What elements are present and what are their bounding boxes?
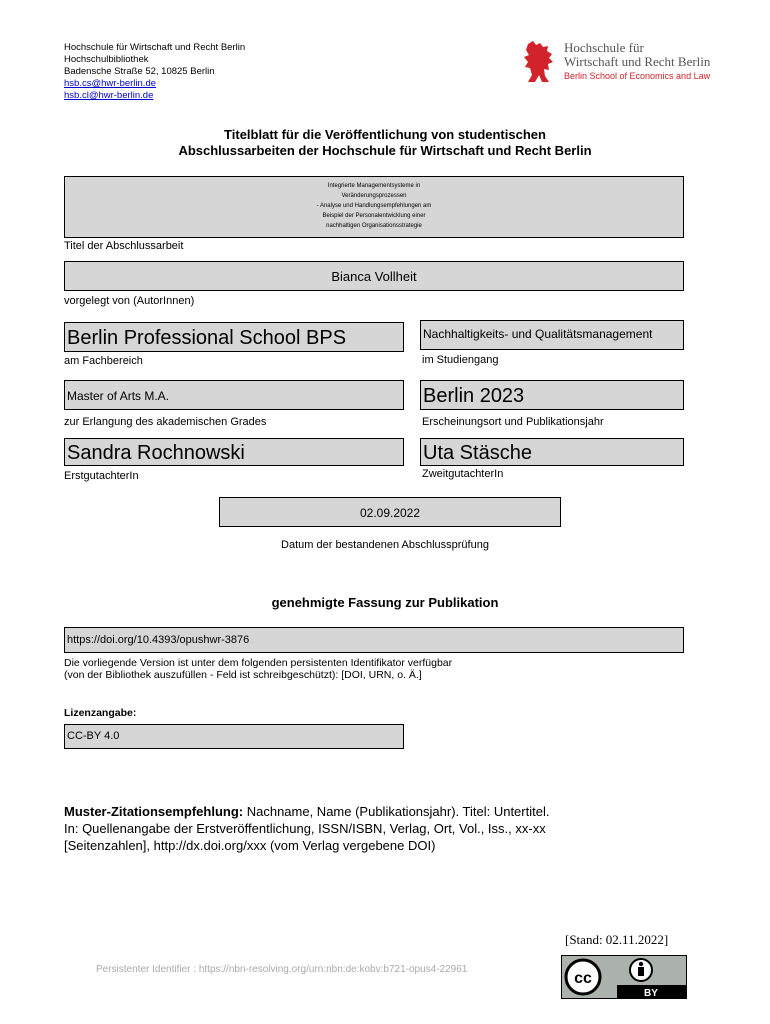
address-line: Badensche Straße 52, 10825 Berlin bbox=[64, 66, 215, 77]
title-line: Titelblatt für die Veröffentlichung von studentischen bbox=[224, 127, 546, 142]
berlin-bear-icon bbox=[522, 40, 556, 84]
second-reviewer-label: ZweitgutachterIn bbox=[422, 468, 504, 480]
doi-note bbox=[64, 657, 452, 681]
stand-date: [Stand: 02.11.2022] bbox=[565, 932, 669, 947]
degree-label: zur Erlangung des akademischen Grades bbox=[64, 416, 267, 428]
hwr-logo bbox=[522, 40, 722, 84]
thesis-title-line: Veränderungsprozessen bbox=[341, 193, 407, 199]
library-address bbox=[64, 42, 245, 102]
exam-date-label: Datum der bestandenen Abschlussprüfung bbox=[281, 539, 489, 551]
doi-note-line: Die vorliegende Version ist unter dem folgenden persistenten Identifikator verfügbar bbox=[64, 657, 453, 669]
citation-line: In: Quellenangabe der Erstveröffentlichung, ISSN/ISBN, Verlag, Ort, Vol., Iss., xx-xx bbox=[64, 821, 546, 836]
logo-line-1: Hochschule für bbox=[564, 40, 644, 55]
thesis-title-line: - Analyse und Handlungsempfehlungen am bbox=[316, 203, 432, 209]
email-link[interactable]: hsb.cs@hwr-berlin.de bbox=[64, 78, 157, 89]
degree-field[interactable]: Master of Arts M.A. bbox=[64, 380, 404, 410]
page-title bbox=[0, 127, 770, 159]
persistent-identifier: Persistenter Identifier : https://nbn-resolving.org/urn:nbn:de:kobv:b721-opus4-22961 bbox=[96, 964, 468, 975]
citation-line: Nachname, Name (Publikationsjahr). Titel: Untertitel. bbox=[243, 804, 550, 819]
publication-heading: genehmigte Fassung zur Publikation bbox=[271, 595, 499, 610]
author-field[interactable]: Bianca Vollheit bbox=[64, 261, 684, 291]
doi-note-line: (von der Bibliothek auszufüllen - Feld ist schreibgeschützt): [DOI, URN, o. Ä.] bbox=[64, 669, 422, 681]
license-field[interactable]: CC-BY 4.0 bbox=[64, 724, 404, 749]
first-reviewer-label: ErstgutachterIn bbox=[64, 470, 139, 482]
faculty-field[interactable]: Berlin Professional School BPS bbox=[64, 322, 404, 352]
exam-date-field[interactable]: 02.09.2022 bbox=[219, 497, 561, 527]
program-label: im Studiengang bbox=[422, 354, 499, 366]
address-line: Hochschulbibliothek bbox=[64, 54, 149, 65]
place-year-label: Erscheinungsort und Publikationsjahr bbox=[422, 416, 604, 428]
doi-field[interactable]: https://doi.org/10.4393/opushwr-3876 bbox=[64, 627, 684, 653]
citation-heading: Muster-Zitationsempfehlung: bbox=[64, 804, 244, 819]
thesis-title-line: Integrierte Managementsysteme in bbox=[327, 183, 421, 189]
place-year-field[interactable]: Berlin 2023 bbox=[420, 380, 684, 410]
thesis-title-label: Titel der Abschlussarbeit bbox=[64, 240, 184, 252]
author-label: vorgelegt von (AutorInnen) bbox=[64, 295, 195, 307]
thesis-title-field[interactable] bbox=[64, 176, 684, 238]
program-field[interactable]: Nachhaltigkeits- und Qualitätsmanagement bbox=[420, 320, 684, 350]
first-reviewer-field[interactable]: Sandra Rochnowski bbox=[64, 438, 404, 466]
citation-line: [Seitenzahlen], http://dx.doi.org/xxx (vom Verlag vergebene DOI) bbox=[64, 838, 436, 853]
faculty-label: am Fachbereich bbox=[64, 355, 143, 367]
cc-by-label: BY bbox=[644, 988, 658, 999]
logo-line-2: Wirtschaft und Recht Berlin bbox=[564, 54, 711, 69]
logo-line-3: Berlin School of Economics and Law bbox=[564, 71, 711, 81]
thesis-title-line: nachhaltigen Organisationsstrategie bbox=[326, 223, 422, 229]
license-heading: Lizenzangabe: bbox=[64, 707, 137, 719]
thesis-title-line: Beispiel der Personalentwicklung einer bbox=[322, 213, 426, 219]
cc-by-icon bbox=[561, 955, 687, 999]
email-link[interactable]: hsb.cl@hwr-berlin.de bbox=[64, 90, 154, 101]
title-line: Abschlussarbeiten der Hochschule für Wirtschaft und Recht Berlin bbox=[178, 143, 592, 158]
svg-text:cc: cc bbox=[574, 970, 592, 987]
citation-recommendation bbox=[64, 803, 684, 854]
second-reviewer-field[interactable]: Uta Stäsche bbox=[420, 438, 684, 466]
address-line: Hochschule für Wirtschaft und Recht Berlin bbox=[64, 42, 246, 53]
